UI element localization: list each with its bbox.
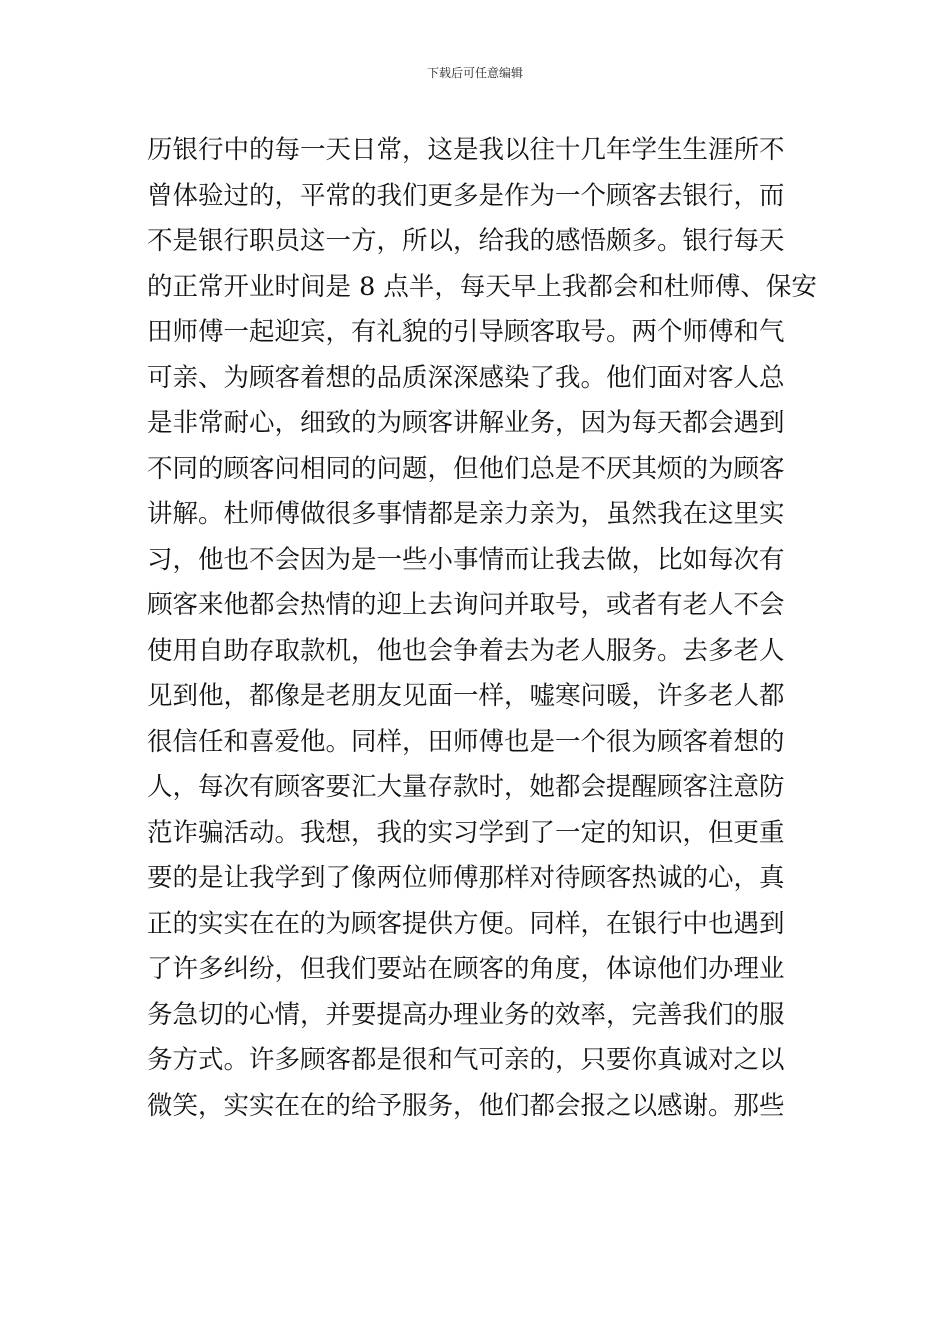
text-line: 正的实实在在的为顾客提供方便。同样，在银行中也遇到	[147, 908, 785, 939]
text-line: 习，他也不会因为是一些小事情而让我去做，比如每次有	[147, 544, 785, 575]
text-line: 务方式。许多顾客都是很和气可亲的，只要你真诚对之以	[147, 1045, 785, 1075]
text-line: 范诈骗活动。我想，我的实习学到了一定的知识，但更重	[147, 817, 785, 848]
text-line: 可亲、为顾客着想的品质深深感染了我。他们面对客人总	[147, 362, 785, 393]
text-line: 见到他，都像是老朋友见面一样，嘘寒问暖，许多老人都	[147, 681, 785, 711]
text-line: 不是银行职员这一方，所以，给我的感悟颇多。银行每天	[147, 226, 785, 256]
text-line: 的正常开业时间是 8 点半，每天早上我都会和杜师傅、保安	[147, 271, 817, 302]
text-line: 顾客来他都会热情的迎上去询问并取号，或者有老人不会	[147, 590, 785, 620]
text-line: 讲解。杜师傅做很多事情都是亲力亲为，虽然我在这里实	[147, 499, 785, 529]
text-line: 田师傅一起迎宾，有礼貌的引导顾客取号。两个师傅和气	[147, 317, 785, 347]
text-line: 很信任和喜爱他。同样，田师傅也是一个很为顾客着想的	[147, 726, 785, 757]
text-line: 使用自助存取款机，他也会争着去为老人服务。去多老人	[147, 635, 785, 666]
page-header: 下载后可任意编辑	[426, 66, 523, 80]
text-line: 是非常耐心，细致的为顾客讲解业务，因为每天都会遇到	[147, 408, 785, 438]
text-line: 曾体验过的，平常的我们更多是作为一个顾客去银行，而	[147, 180, 785, 211]
text-line: 人，每次有顾客要汇大量存款时，她都会提醒顾客注意防	[147, 772, 785, 802]
text-line: 历银行中的每一天日常，这是我以往十几年学生生涯所不	[147, 135, 785, 165]
text-line: 务急切的心情，并要提高办理业务的效率，完善我们的服	[147, 999, 785, 1030]
text-line: 了许多纠纷，但我们要站在顾客的角度，体谅他们办理业	[147, 954, 785, 984]
text-line: 要的是让我学到了像两位师傅那样对待顾客热诚的心，真	[147, 863, 785, 893]
text-line: 微笑，实实在在的给予服务，他们都会报之以感谢。那些	[147, 1090, 785, 1121]
text-line: 不同的顾客问相同的问题，但他们总是不厌其烦的为顾客	[147, 453, 785, 484]
body-text	[147, 128, 817, 1129]
